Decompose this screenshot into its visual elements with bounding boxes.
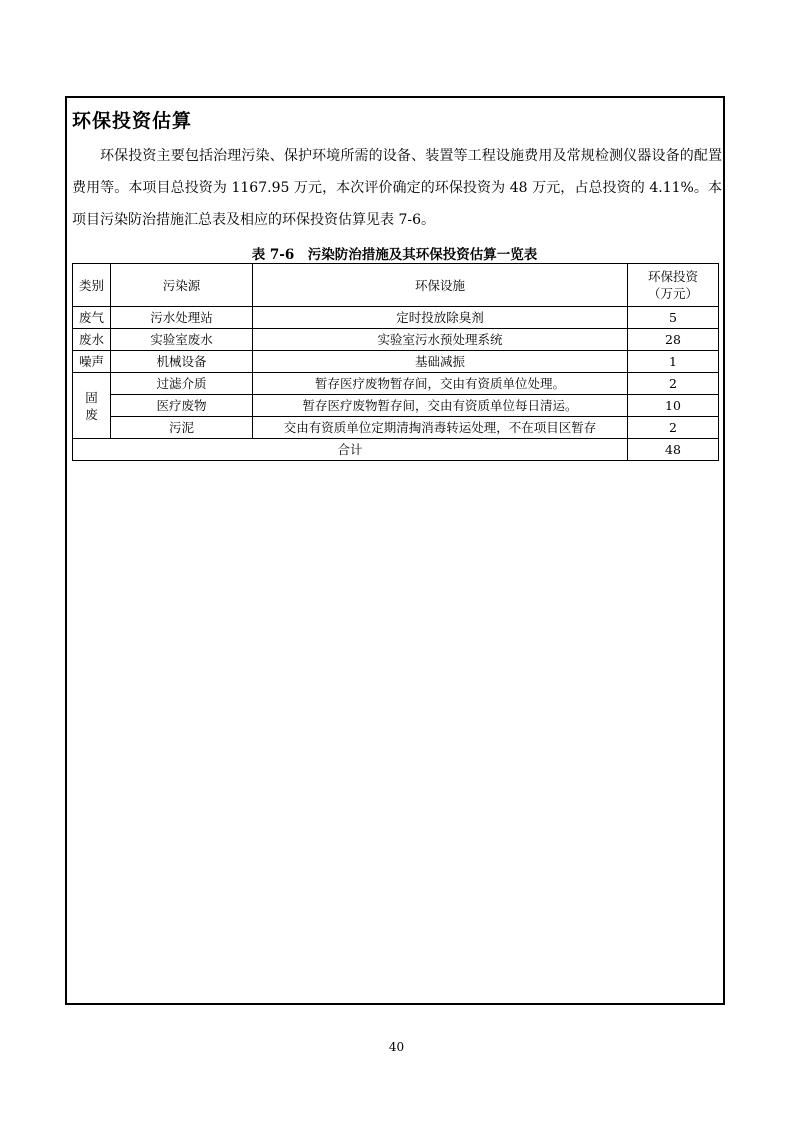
cell-investment: 2 <box>628 373 719 395</box>
total-value: 48 <box>628 439 719 461</box>
table-row <box>73 395 719 417</box>
table-row <box>73 417 719 439</box>
cell-category-solid-waste <box>73 373 111 439</box>
table-row <box>73 329 719 351</box>
cell-category: 废水 <box>73 329 111 351</box>
cell-source: 实验室废水 <box>111 329 253 351</box>
cell-facility: 交由有资质单位定期清掏消毒转运处理，不在项目区暂存 <box>253 417 628 439</box>
section-title: 环保投资估算 <box>72 110 193 132</box>
solid-waste-label-line1: 固 <box>85 389 98 405</box>
cell-source: 污泥 <box>111 417 253 439</box>
table-row <box>73 351 719 373</box>
header-source: 污染源 <box>111 264 253 307</box>
cell-facility: 暂存医疗废物暂存间，交由有资质单位每日清运。 <box>253 395 628 417</box>
header-investment <box>628 264 719 307</box>
header-investment-line2: （万元） <box>647 286 698 301</box>
table-row <box>73 307 719 329</box>
cell-investment: 2 <box>628 417 719 439</box>
table-row <box>73 373 719 395</box>
cell-facility: 定时投放除臭剂 <box>253 307 628 329</box>
header-facility: 环保设施 <box>253 264 628 307</box>
cell-category: 噪声 <box>73 351 111 373</box>
table-header-row <box>73 264 719 307</box>
cell-facility: 暂存医疗废物暂存间，交由有资质单位处理。 <box>253 373 628 395</box>
total-label: 合计 <box>73 439 628 461</box>
cell-investment: 28 <box>628 329 719 351</box>
cell-category: 废气 <box>73 307 111 329</box>
investment-table <box>72 263 719 461</box>
solid-waste-label-line2: 废 <box>85 406 98 422</box>
page-number: 40 <box>388 1040 405 1054</box>
cell-source: 过滤介质 <box>111 373 253 395</box>
cell-investment: 5 <box>628 307 719 329</box>
cell-investment: 10 <box>628 395 719 417</box>
cell-facility: 实验室污水预处理系统 <box>253 329 628 351</box>
table-caption: 表 7-6 污染防治措施及其环保投资估算一览表 <box>251 247 538 263</box>
cell-source: 医疗废物 <box>111 395 253 417</box>
header-category: 类别 <box>73 264 111 307</box>
table-total-row <box>73 439 719 461</box>
cell-investment: 1 <box>628 351 719 373</box>
cell-source: 污水处理站 <box>111 307 253 329</box>
body-paragraph: 环保投资主要包括治理污染、保护环境所需的设备、装置等工程设施费用及常规检测仪器设备的配置费用等。本项目总投资为 1167.95 万元，本次评价确定的环保投资为 48 万元，占总投资的 4.11%。本项目污染防治措施汇总表及相应的环保投资估算见表 7-6。 <box>72 148 722 228</box>
cell-facility: 基础减振 <box>253 351 628 373</box>
header-investment-line1: 环保投资 <box>647 269 698 284</box>
cell-source: 机械设备 <box>111 351 253 373</box>
